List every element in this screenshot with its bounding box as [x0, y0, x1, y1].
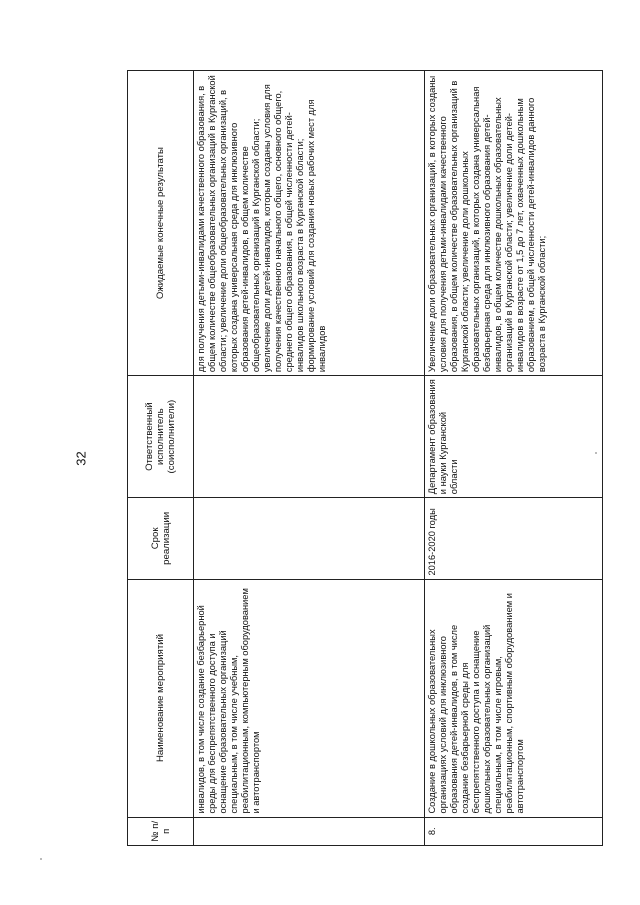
- scan-speck: [595, 452, 597, 454]
- cell-num: 8.: [424, 817, 602, 845]
- cell-name: инвалидов, в том числе создание безбарьерной среды для беспрепятственного доступа и оснащение образовательных организаций специальным, в том числе учебным, реабилитационным, компьютерным оборудованием и автотранспортом: [194, 579, 424, 817]
- header-results: Ожидаемые конечные результаты: [128, 71, 194, 376]
- cell-num: [194, 817, 424, 845]
- header-executor: Ответственный исполнитель (соисполнители): [128, 376, 194, 498]
- table-row: [424, 71, 602, 846]
- cell-name: Создание в дошкольных образовательных организациях условий для инклюзивного образования детей-инвалидов, в том числе создание безбарьерной среды для беспрепятственного доступа и оснащение дошкольных образовательных организаций специальным, в том числе игровым, реабилитационным, спортивным оборудованием и автотранспортом: [424, 579, 602, 817]
- header-term: Срок реализации: [128, 498, 194, 579]
- header-name: Наименование мероприятий: [128, 579, 194, 817]
- measures-table: [127, 70, 603, 846]
- header-num: № п/п: [128, 817, 194, 845]
- cell-term: [194, 498, 424, 579]
- page-number: 32: [73, 451, 89, 466]
- table-row: [194, 71, 424, 846]
- rotated-table-container: [127, 70, 603, 846]
- table-header-row: [128, 71, 194, 846]
- cell-results: Увеличение доли образовательных организаций, в которых созданы условия для получения детьми-инвалидами качественного образования, в общем количестве образовательных организаций в Курганской области; увеличение доли дошкольных образовательных организаций, в которых создана универсальная безбарьерная среда для инклюзивного образования детей-инвалидов, в общем количестве дошкольных образовательных организаций в Курганской области; увеличение доли детей-инвалидов в возрасте от 1,5 до 7 лет, охваченных дошкольным образованием, в общей численности детей-инвалидов данного возраста в Курганской области;: [424, 71, 602, 376]
- scan-speck: [40, 858, 42, 860]
- cell-executor: [194, 376, 424, 498]
- cell-executor: Департамент образования и науки Курганской области: [424, 376, 602, 498]
- cell-term: 2016-2020 годы: [424, 498, 602, 579]
- cell-results: для получения детьми-инвалидами качественного образования, в общем количестве общеобразовательных организаций в Курганской области; увеличение доли общеобразовательных организаций, в которых создана универсальная среда для инклюзивного образования детей-инвалидов, в общем количестве общеобразовательных организаций в Курганской области; увеличение доли детей-инвалидов, которым созданы условия для получения качественного начального общего, основного общего, среднего общего образования, в общей численности детей-инвалидов школьного возраста в Курганской области; формирование условий для создания новых рабочих мест для инвалидов: [194, 71, 424, 376]
